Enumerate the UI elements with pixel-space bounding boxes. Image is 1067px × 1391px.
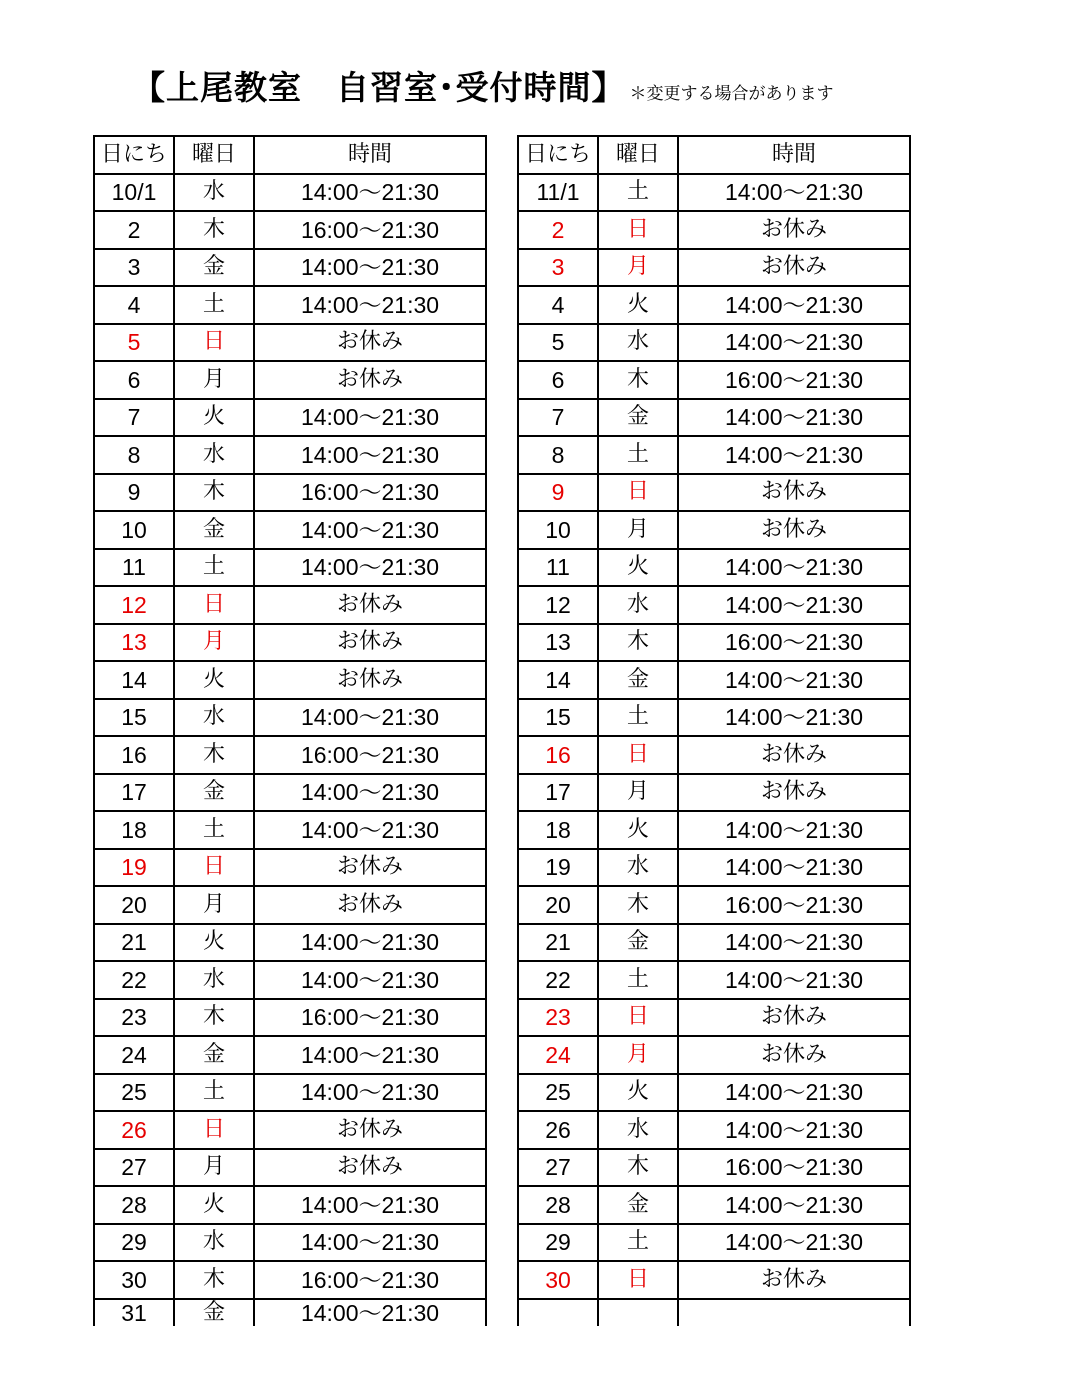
- time-cell: 14:00〜21:30: [254, 436, 486, 474]
- table-row: [518, 999, 910, 1037]
- table-row: [518, 849, 910, 887]
- date-cell: 6: [94, 361, 174, 399]
- table-row: [94, 774, 486, 812]
- date-cell: 2: [94, 211, 174, 249]
- dow-cell: 月: [174, 1149, 254, 1187]
- table-row: [94, 624, 486, 662]
- time-cell: 14:00〜21:30: [254, 1186, 486, 1224]
- date-cell: 29: [518, 1224, 598, 1262]
- table-row: [94, 174, 486, 212]
- table-row: [518, 736, 910, 774]
- table-header-row: [94, 136, 486, 174]
- time-cell: 14:00〜21:30: [678, 961, 910, 999]
- dow-cell: 水: [174, 699, 254, 737]
- date-cell: 4: [518, 286, 598, 324]
- date-cell: 11/1: [518, 174, 598, 212]
- date-cell: 2: [518, 211, 598, 249]
- time-cell: お休み: [254, 849, 486, 887]
- table-row: [518, 1186, 910, 1224]
- date-cell: 13: [518, 624, 598, 662]
- table-row: [518, 1111, 910, 1149]
- date-cell: [518, 1299, 598, 1326]
- time-cell: 14:00〜21:30: [254, 174, 486, 212]
- table-row: [518, 361, 910, 399]
- time-cell: 14:00〜21:30: [254, 924, 486, 962]
- date-cell: 23: [518, 999, 598, 1037]
- dow-cell: 木: [174, 736, 254, 774]
- dow-column-header: 曜日: [174, 136, 254, 174]
- date-cell: 22: [94, 961, 174, 999]
- dow-cell: 火: [174, 1186, 254, 1224]
- table-row: [518, 774, 910, 812]
- time-cell: お休み: [678, 1261, 910, 1299]
- dow-cell: 土: [598, 174, 678, 212]
- time-cell: 14:00〜21:30: [678, 1111, 910, 1149]
- page-header: [132, 62, 834, 118]
- dow-cell: 火: [174, 924, 254, 962]
- dow-cell: 火: [174, 661, 254, 699]
- date-cell: 21: [518, 924, 598, 962]
- date-cell: 10: [94, 511, 174, 549]
- dow-cell: 木: [174, 211, 254, 249]
- date-cell: 17: [518, 774, 598, 812]
- date-cell: 20: [94, 886, 174, 924]
- table-row: [518, 211, 910, 249]
- table-row: [518, 324, 910, 362]
- table-row: [518, 1074, 910, 1112]
- table-row: [518, 474, 910, 512]
- time-cell: 16:00〜21:30: [254, 474, 486, 512]
- table-row: [94, 324, 486, 362]
- dow-cell: 土: [174, 549, 254, 587]
- table-row: [94, 511, 486, 549]
- time-cell: 16:00〜21:30: [254, 1261, 486, 1299]
- table-row: [94, 1149, 486, 1187]
- dow-cell: 月: [174, 886, 254, 924]
- table-row: [94, 811, 486, 849]
- table-row: [94, 1036, 486, 1074]
- date-cell: 5: [518, 324, 598, 362]
- date-cell: 14: [518, 661, 598, 699]
- dow-cell: 金: [174, 511, 254, 549]
- table-row: [518, 661, 910, 699]
- dow-cell: 木: [598, 886, 678, 924]
- date-cell: 27: [94, 1149, 174, 1187]
- time-cell: お休み: [254, 324, 486, 362]
- time-cell: 14:00〜21:30: [254, 1299, 486, 1326]
- table-row: [94, 399, 486, 437]
- time-cell: 14:00〜21:30: [678, 549, 910, 587]
- table-row: [518, 886, 910, 924]
- dow-cell: 水: [174, 174, 254, 212]
- date-cell: 18: [518, 811, 598, 849]
- table-row: [94, 436, 486, 474]
- dow-cell: 月: [598, 511, 678, 549]
- table-row: [94, 1074, 486, 1112]
- time-cell: お休み: [254, 1111, 486, 1149]
- dow-cell: 火: [598, 811, 678, 849]
- date-cell: 9: [94, 474, 174, 512]
- dow-cell: 日: [174, 1111, 254, 1149]
- date-cell: 20: [518, 886, 598, 924]
- date-cell: 22: [518, 961, 598, 999]
- dow-cell: 土: [174, 286, 254, 324]
- date-cell: 12: [518, 586, 598, 624]
- time-cell: 16:00〜21:30: [254, 211, 486, 249]
- table-row: [518, 1149, 910, 1187]
- date-cell: 12: [94, 586, 174, 624]
- table-row: [94, 699, 486, 737]
- table-row: [94, 361, 486, 399]
- october-schedule-table: [93, 135, 487, 1326]
- dow-cell: 木: [174, 474, 254, 512]
- dow-cell: 土: [598, 1224, 678, 1262]
- dow-cell: 火: [598, 286, 678, 324]
- dow-cell: 木: [598, 624, 678, 662]
- date-cell: 23: [94, 999, 174, 1037]
- date-cell: 27: [518, 1149, 598, 1187]
- date-cell: 25: [94, 1074, 174, 1112]
- time-cell: 14:00〜21:30: [678, 399, 910, 437]
- change-note: ＊変更する場合があります: [629, 84, 834, 104]
- dow-cell: 金: [598, 1186, 678, 1224]
- date-cell: 6: [518, 361, 598, 399]
- dow-cell: 土: [174, 811, 254, 849]
- table-row: [94, 886, 486, 924]
- date-cell: 5: [94, 324, 174, 362]
- table-row: [94, 924, 486, 962]
- time-cell: 14:00〜21:30: [678, 661, 910, 699]
- dow-cell: 日: [174, 849, 254, 887]
- dow-cell: 土: [598, 961, 678, 999]
- table-row: [518, 1224, 910, 1262]
- page-title: 【上尾教室 自習室･受付時間】: [132, 68, 626, 107]
- dow-cell: 木: [174, 999, 254, 1037]
- table-row: [518, 436, 910, 474]
- dow-cell: 水: [598, 324, 678, 362]
- date-cell: 15: [518, 699, 598, 737]
- time-cell: 14:00〜21:30: [254, 249, 486, 287]
- date-cell: 10: [518, 511, 598, 549]
- table-row: [94, 1111, 486, 1149]
- time-cell: [678, 1299, 910, 1326]
- dow-cell: 日: [598, 999, 678, 1037]
- time-column-header: 時間: [254, 136, 486, 174]
- time-cell: 14:00〜21:30: [254, 699, 486, 737]
- date-cell: 8: [94, 436, 174, 474]
- date-cell: 9: [518, 474, 598, 512]
- time-cell: 16:00〜21:30: [678, 624, 910, 662]
- time-cell: お休み: [254, 624, 486, 662]
- table-row: [518, 961, 910, 999]
- table-row: [518, 699, 910, 737]
- november-schedule-table: [517, 135, 911, 1326]
- table-row: [94, 661, 486, 699]
- table-row: [518, 924, 910, 962]
- dow-cell: 月: [598, 774, 678, 812]
- time-cell: お休み: [254, 886, 486, 924]
- time-cell: 14:00〜21:30: [254, 774, 486, 812]
- date-cell: 26: [94, 1111, 174, 1149]
- table-row: [94, 586, 486, 624]
- time-cell: 14:00〜21:30: [678, 811, 910, 849]
- time-cell: お休み: [678, 736, 910, 774]
- date-cell: 11: [518, 549, 598, 587]
- date-cell: 4: [94, 286, 174, 324]
- time-cell: お休み: [678, 1036, 910, 1074]
- time-cell: お休み: [678, 249, 910, 287]
- dow-cell: 金: [174, 249, 254, 287]
- time-cell: 14:00〜21:30: [678, 286, 910, 324]
- table-row: [518, 1036, 910, 1074]
- time-cell: お休み: [254, 361, 486, 399]
- table-row: [518, 624, 910, 662]
- date-cell: 13: [94, 624, 174, 662]
- time-cell: お休み: [254, 586, 486, 624]
- table-row: [94, 1186, 486, 1224]
- date-cell: 14: [94, 661, 174, 699]
- table-row: [94, 1224, 486, 1262]
- time-cell: お休み: [678, 511, 910, 549]
- time-cell: 16:00〜21:30: [254, 736, 486, 774]
- dow-cell: 水: [174, 436, 254, 474]
- date-cell: 24: [518, 1036, 598, 1074]
- date-cell: 28: [94, 1186, 174, 1224]
- table-row: [94, 849, 486, 887]
- dow-cell: 日: [174, 324, 254, 362]
- date-cell: 29: [94, 1224, 174, 1262]
- date-cell: 18: [94, 811, 174, 849]
- table-row: [94, 999, 486, 1037]
- time-column-header: 時間: [678, 136, 910, 174]
- dow-cell: 土: [598, 436, 678, 474]
- dow-cell: 水: [174, 1224, 254, 1262]
- table-row: [94, 211, 486, 249]
- dow-cell: 金: [598, 399, 678, 437]
- dow-cell: 水: [598, 849, 678, 887]
- date-cell: 15: [94, 699, 174, 737]
- time-cell: 14:00〜21:30: [678, 436, 910, 474]
- time-cell: 14:00〜21:30: [678, 1186, 910, 1224]
- date-cell: 3: [518, 249, 598, 287]
- time-cell: 14:00〜21:30: [254, 399, 486, 437]
- time-cell: 16:00〜21:30: [678, 886, 910, 924]
- table-row: [94, 549, 486, 587]
- dow-cell: 日: [598, 474, 678, 512]
- date-cell: 30: [518, 1261, 598, 1299]
- table-header-row: [518, 136, 910, 174]
- dow-cell: 日: [598, 211, 678, 249]
- date-cell: 30: [94, 1261, 174, 1299]
- table-row: [94, 1299, 486, 1326]
- date-cell: 24: [94, 1036, 174, 1074]
- dow-cell: 日: [598, 1261, 678, 1299]
- time-cell: 14:00〜21:30: [254, 961, 486, 999]
- dow-cell: 木: [174, 1261, 254, 1299]
- time-cell: 14:00〜21:30: [678, 174, 910, 212]
- date-column-header: 日にち: [94, 136, 174, 174]
- dow-cell: 土: [174, 1074, 254, 1112]
- table-row: [518, 586, 910, 624]
- time-cell: お休み: [678, 474, 910, 512]
- dow-cell: 水: [598, 586, 678, 624]
- table-row: [518, 1299, 910, 1326]
- date-cell: 7: [518, 399, 598, 437]
- time-cell: 14:00〜21:30: [254, 286, 486, 324]
- date-cell: 21: [94, 924, 174, 962]
- time-cell: 14:00〜21:30: [678, 699, 910, 737]
- time-cell: 14:00〜21:30: [254, 811, 486, 849]
- time-cell: 14:00〜21:30: [254, 1036, 486, 1074]
- date-cell: 10/1: [94, 174, 174, 212]
- date-cell: 25: [518, 1074, 598, 1112]
- table-row: [518, 549, 910, 587]
- dow-cell: 火: [598, 1074, 678, 1112]
- table-row: [518, 249, 910, 287]
- time-cell: 14:00〜21:30: [678, 324, 910, 362]
- time-cell: 14:00〜21:30: [254, 1224, 486, 1262]
- date-cell: 26: [518, 1111, 598, 1149]
- dow-cell: 金: [598, 924, 678, 962]
- date-cell: 17: [94, 774, 174, 812]
- date-cell: 19: [94, 849, 174, 887]
- table-row: [94, 249, 486, 287]
- table-row: [94, 961, 486, 999]
- time-cell: お休み: [254, 661, 486, 699]
- time-cell: お休み: [254, 1149, 486, 1187]
- time-cell: 16:00〜21:30: [678, 1149, 910, 1187]
- dow-cell: 木: [598, 361, 678, 399]
- dow-cell: 月: [174, 624, 254, 662]
- dow-cell: 火: [174, 399, 254, 437]
- dow-cell: 火: [598, 549, 678, 587]
- dow-cell: 木: [598, 1149, 678, 1187]
- time-cell: 16:00〜21:30: [254, 999, 486, 1037]
- table-row: [94, 1261, 486, 1299]
- time-cell: 14:00〜21:30: [254, 549, 486, 587]
- dow-cell: 土: [598, 699, 678, 737]
- dow-cell: 金: [174, 1036, 254, 1074]
- date-cell: 7: [94, 399, 174, 437]
- dow-cell: 水: [174, 961, 254, 999]
- table-row: [94, 474, 486, 512]
- table-row: [518, 1261, 910, 1299]
- date-cell: 3: [94, 249, 174, 287]
- dow-cell: 日: [174, 586, 254, 624]
- dow-cell: 金: [598, 661, 678, 699]
- date-cell: 11: [94, 549, 174, 587]
- dow-cell: 水: [598, 1111, 678, 1149]
- dow-cell: [598, 1299, 678, 1326]
- date-cell: 16: [94, 736, 174, 774]
- time-cell: 14:00〜21:30: [678, 1224, 910, 1262]
- dow-column-header: 曜日: [598, 136, 678, 174]
- time-cell: 14:00〜21:30: [254, 511, 486, 549]
- table-row: [518, 174, 910, 212]
- time-cell: お休み: [678, 999, 910, 1037]
- dow-cell: 月: [174, 361, 254, 399]
- dow-cell: 金: [174, 1299, 254, 1326]
- dow-cell: 月: [598, 1036, 678, 1074]
- time-cell: 14:00〜21:30: [678, 1074, 910, 1112]
- table-row: [518, 286, 910, 324]
- time-cell: お休み: [678, 774, 910, 812]
- time-cell: お休み: [678, 211, 910, 249]
- table-row: [518, 511, 910, 549]
- date-cell: 31: [94, 1299, 174, 1326]
- date-cell: 19: [518, 849, 598, 887]
- date-column-header: 日にち: [518, 136, 598, 174]
- time-cell: 14:00〜21:30: [678, 849, 910, 887]
- time-cell: 14:00〜21:30: [678, 586, 910, 624]
- dow-cell: 月: [598, 249, 678, 287]
- time-cell: 14:00〜21:30: [678, 924, 910, 962]
- date-cell: 16: [518, 736, 598, 774]
- dow-cell: 日: [598, 736, 678, 774]
- date-cell: 8: [518, 436, 598, 474]
- table-row: [518, 811, 910, 849]
- table-row: [94, 736, 486, 774]
- time-cell: 16:00〜21:30: [678, 361, 910, 399]
- date-cell: 28: [518, 1186, 598, 1224]
- dow-cell: 金: [174, 774, 254, 812]
- time-cell: 14:00〜21:30: [254, 1074, 486, 1112]
- table-row: [94, 286, 486, 324]
- table-row: [518, 399, 910, 437]
